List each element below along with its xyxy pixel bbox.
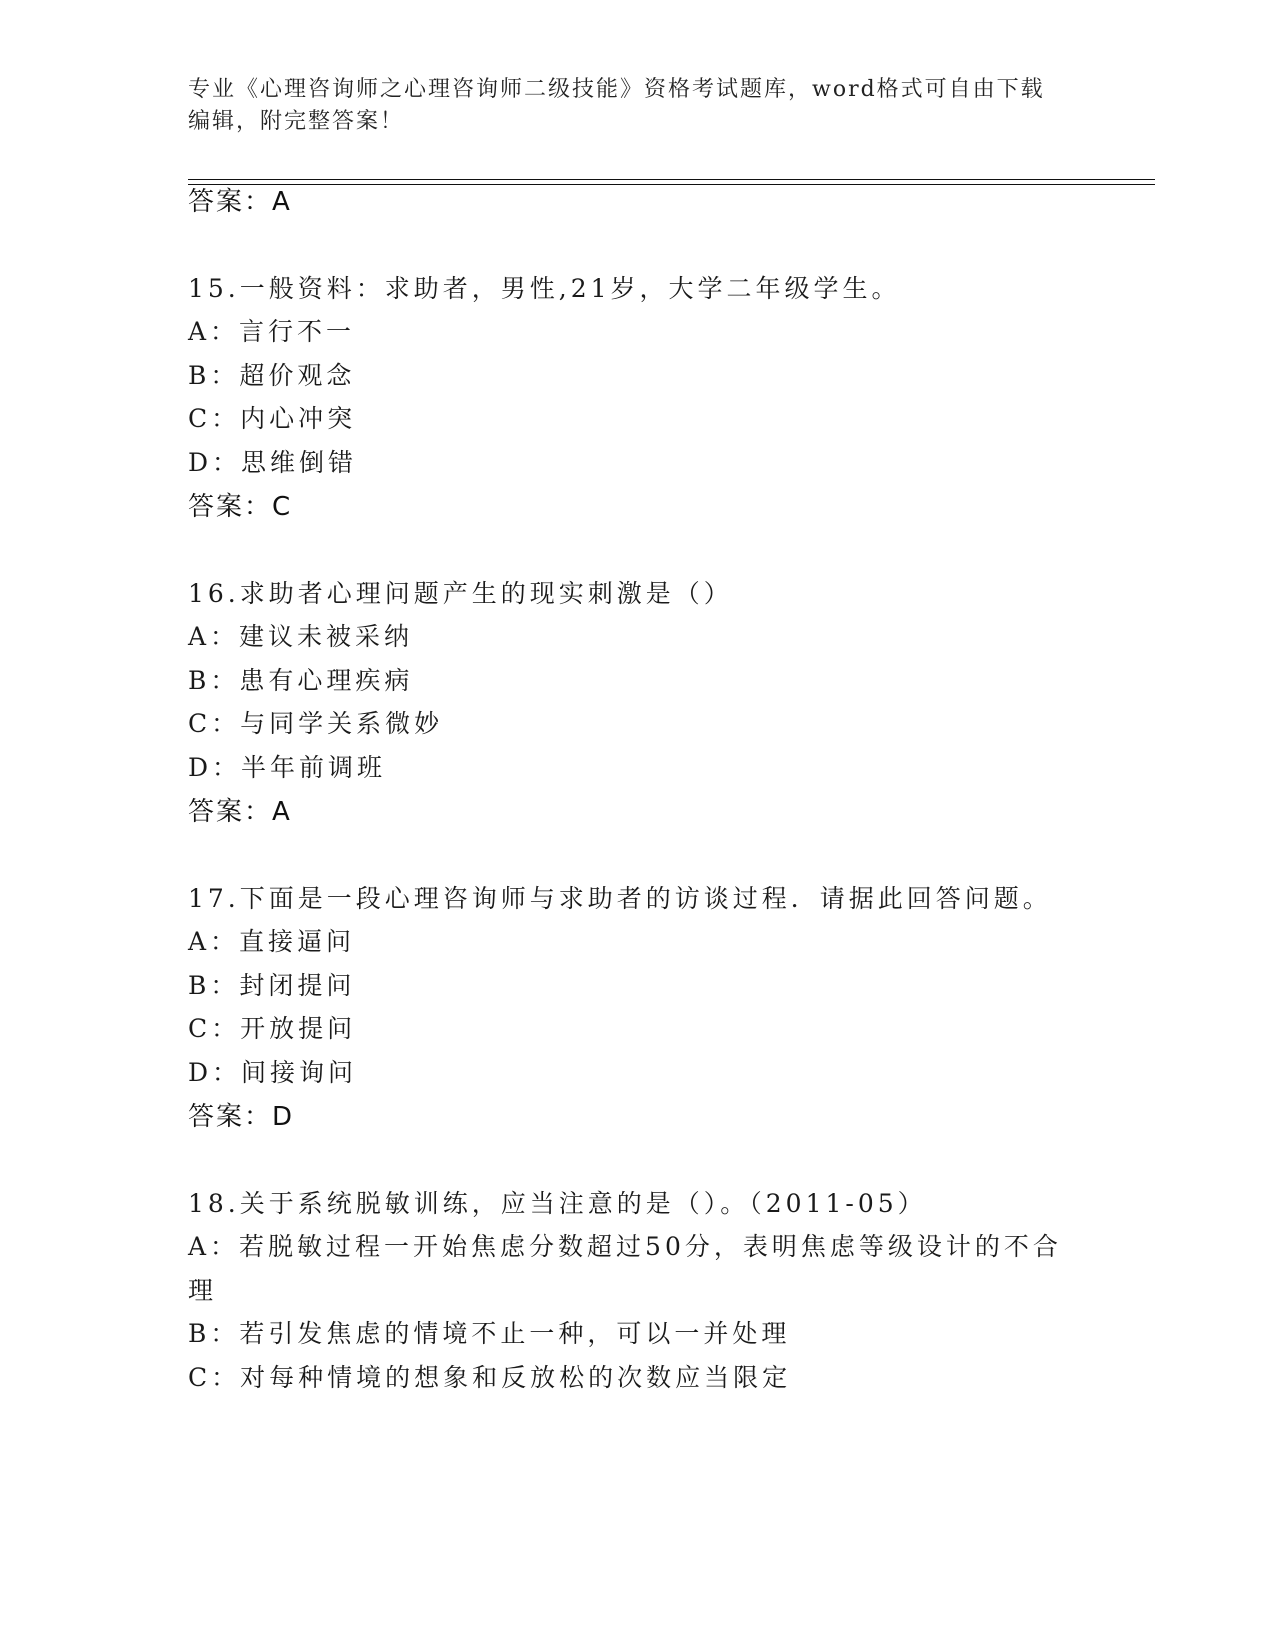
question-15-stem: 15.一般资料：求助者，男性,21岁，大学二年级学生。 [188,274,901,303]
question-15-option-c: C：内心冲突 [188,404,357,433]
question-16-option-d: D：半年前调班 [188,753,387,782]
header-divider-top [188,179,1155,180]
question-17-option-b: B：封闭提问 [188,971,356,1000]
question-16-answer: 答案：A [188,797,292,827]
header-divider-bottom [188,184,1155,185]
question-16-stem: 16.求助者心理问题产生的现实刺激是（） [188,579,733,608]
question-17-answer: 答案：D [188,1102,295,1132]
question-16-option-c: C：与同学关系微妙 [188,709,444,738]
question-15-answer: 答案：C [188,492,293,522]
question-16-option-a: A：建议未被采纳 [188,622,414,651]
question-15-option-d: D：思维倒错 [188,448,358,477]
document-header: 专业《心理咨询师之心理咨询师二级技能》资格考试题库，word格式可自由下载编辑，附完整答案！ [188,77,1045,134]
question-17-option-d: D：间接询问 [188,1058,358,1087]
question-18-option-a: A：若脱敏过程一开始焦虑分数超过50分，表明焦虑等级设计的不合 [188,1232,1062,1261]
question-18-option-b: B：若引发焦虑的情境不止一种，可以一并处理 [188,1319,791,1348]
question-18-stem: 18.关于系统脱敏训练，应当注意的是（）。（2011-05） [188,1189,927,1218]
question-18-option-a-continued: 理 [188,1276,218,1305]
question-15-option-a: A：言行不一 [188,317,356,346]
question-17-option-a: A：直接逼问 [188,927,356,956]
answer-prev: 答案：A [188,187,292,217]
question-17-option-c: C：开放提问 [188,1014,357,1043]
question-15-option-b: B：超价观念 [188,361,356,390]
question-16-option-b: B：患有心理疾病 [188,666,414,695]
question-17-stem: 17.下面是一段心理咨询师与求助者的访谈过程．请据此回答问题。 [188,884,1052,913]
question-18-option-c: C：对每种情境的想象和反放松的次数应当限定 [188,1363,792,1392]
